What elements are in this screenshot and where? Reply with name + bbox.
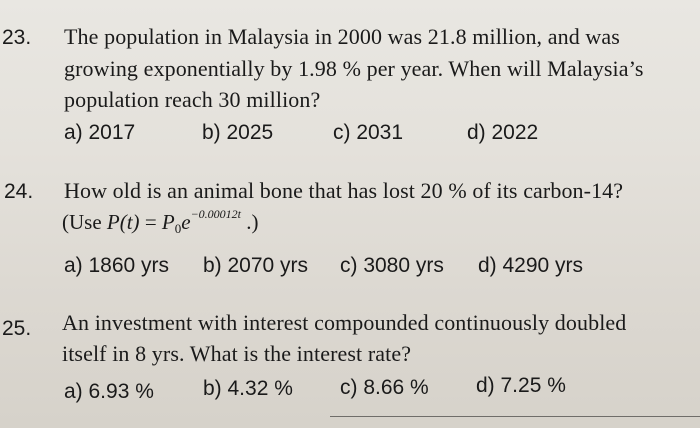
question-25-line-2: itself in 8 yrs. What is the interest rate?	[62, 341, 412, 366]
bottom-rule-line	[330, 416, 700, 417]
question-23-line-1: The population in Malaysia in 2000 was 21.8 million, and was	[64, 24, 620, 49]
question-24-choice-c: c) 3080 yrs	[340, 254, 444, 277]
question-25-line-1: An investment with interest compounded continuously doubled	[62, 310, 627, 335]
formula-lhs: P(t)	[106, 210, 140, 234]
question-23-line-3: population reach 30 million?	[64, 87, 321, 112]
question-25-choice-b: b) 4.32 %	[203, 377, 293, 400]
formula-base-subscript: 0	[174, 221, 182, 236]
question-25-choice-c: c) 8.66 %	[340, 376, 429, 399]
question-25-number: 25.	[2, 317, 32, 340]
question-23-choice-c: c) 2031	[333, 121, 404, 144]
formula-exp-base: e	[181, 210, 191, 234]
formula-exponent: −0.00012t	[190, 207, 241, 221]
formula-suffix: .)	[241, 210, 259, 234]
question-24-choice-b: b) 2070 yrs	[203, 254, 309, 277]
formula-equals: =	[139, 210, 162, 234]
question-24-line-1: How old is an animal bone that has lost 20 % of its carbon-14?	[64, 178, 624, 203]
question-24-choice-a: a) 1860 yrs	[64, 254, 170, 277]
question-23-line-2: growing exponentially by 1.98 % per year. When will Malaysia’s	[64, 56, 644, 81]
formula-base: P	[161, 210, 175, 234]
question-25-choice-d: d) 7.25 %	[476, 374, 566, 397]
question-23-choice-a: a) 2017	[64, 121, 136, 144]
question-24-formula	[62, 207, 259, 237]
question-24-number: 24.	[4, 180, 34, 203]
formula-prefix: (Use	[62, 210, 107, 234]
question-23-number: 23.	[2, 26, 32, 49]
question-23-choice-b: b) 2025	[202, 121, 274, 144]
question-24-choice-d: d) 4290 yrs	[478, 254, 584, 277]
question-23-choice-d: d) 2022	[467, 121, 539, 144]
question-25-choice-a: a) 6.93 %	[64, 380, 154, 403]
